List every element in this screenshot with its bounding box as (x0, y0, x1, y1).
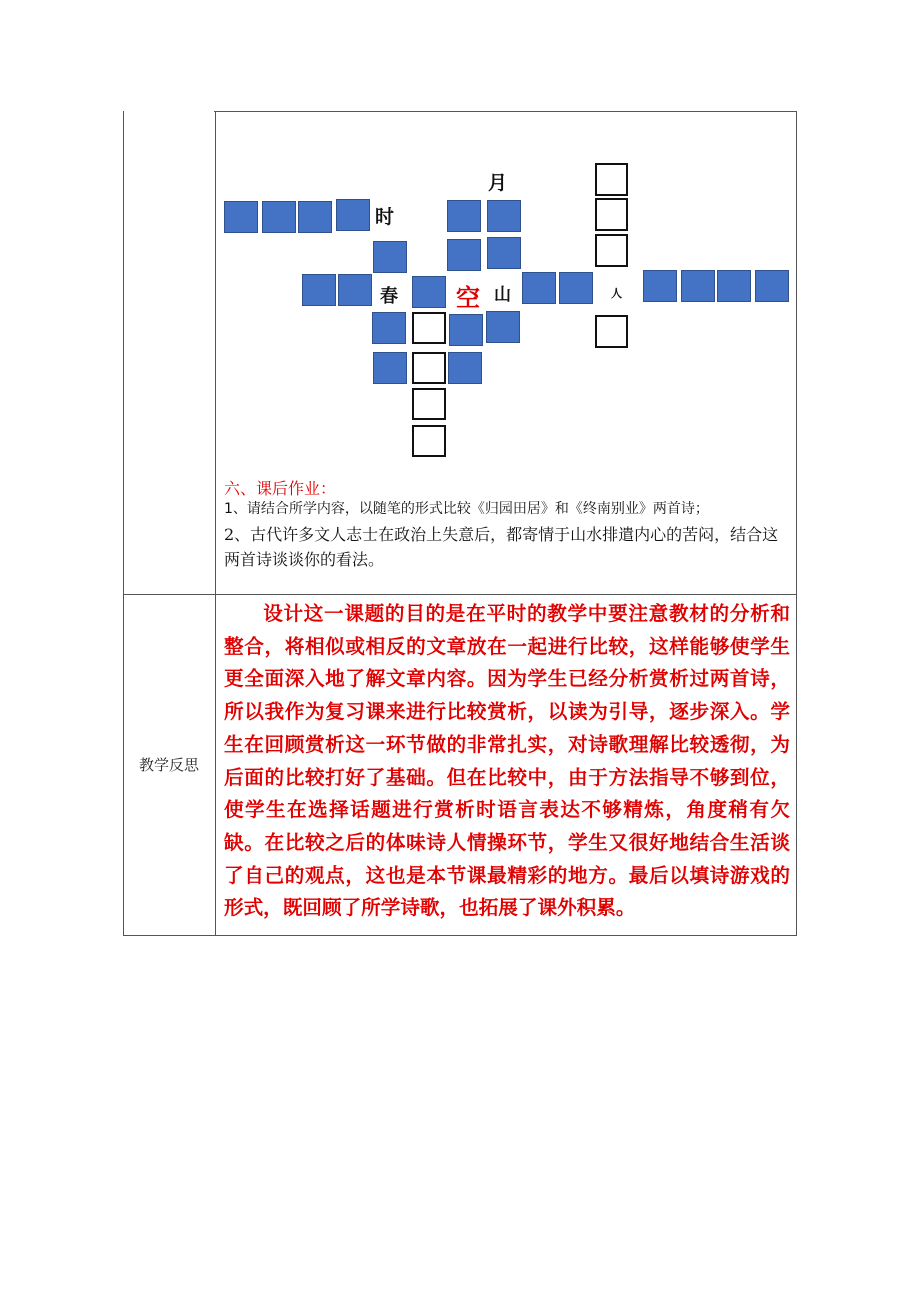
puzzle-empty-cell[interactable] (412, 352, 446, 384)
puzzle-cell (447, 239, 481, 271)
puzzle-char-kong: 空 (456, 283, 480, 312)
puzzle-cell (372, 312, 406, 344)
puzzle-cell (338, 274, 372, 306)
homework-title: 六、课后作业： (224, 479, 337, 498)
table-label-cell-top (123, 111, 216, 594)
puzzle-cell (448, 352, 482, 384)
homework-item-1: 1、请结合所学内容，以随笔的形式比较《归园田居》和《终南别业》两首诗； (224, 501, 709, 517)
puzzle-cell (298, 201, 332, 233)
homework-item-2: 2、古代许多文人志士在政治上失意后，都寄情于山水排遣内心的苦闷，结合这两首诗谈谈你的看法。 (224, 525, 779, 569)
puzzle-cell (755, 270, 789, 302)
puzzle-char-shan: 山 (494, 285, 511, 305)
puzzle-cell (373, 352, 407, 384)
puzzle-empty-cell[interactable] (595, 198, 628, 231)
reflection-label: 教学反思 (138, 756, 199, 774)
puzzle-cell (717, 270, 751, 302)
puzzle-cell (522, 272, 556, 304)
puzzle-empty-cell[interactable] (412, 425, 446, 457)
reflection-text: 设计这一课题的目的是在平时的教学中要注意教材的分析和整合，将相似或相反的文章放在一起进行比较，这样能够使学生更全面深入地了解文章内容。因为学生已经分析赏析过两首诗，所以我作为复习课来进行比较赏析，以读为引导，逐步深入。学生在回顾赏析这一环节做的非常扎实，对诗歌理解比较透彻，为后面的比较打好了基础。但在比较中，由于方法指导不够到位，使学生在选择话题进行赏析时语言表达不够精炼，角度稍有欠缺。在比较之后的体味诗人情操环节，学生又很好地结合生活谈了自己的观点，这也是本节课最精彩的地方。最后以填诗游戏的形式，既回顾了所学诗歌，也拓展了课外积累。 (224, 602, 790, 920)
puzzle-char-ren: 人 (611, 287, 622, 300)
puzzle-empty-cell[interactable] (595, 315, 628, 348)
puzzle-empty-cell[interactable] (412, 388, 446, 420)
puzzle-cell (336, 199, 370, 231)
puzzle-empty-cell[interactable] (412, 312, 446, 344)
puzzle-char-yue: 月 (488, 172, 508, 194)
puzzle-cell (224, 201, 258, 233)
puzzle-cell (449, 314, 483, 346)
puzzle-empty-cell[interactable] (595, 234, 628, 267)
puzzle-char-shi: 时 (375, 206, 395, 228)
puzzle-cell (447, 200, 481, 232)
puzzle-cell (487, 200, 521, 232)
puzzle-cell (681, 270, 715, 302)
puzzle-cell (487, 237, 521, 269)
puzzle-cell (643, 270, 677, 302)
puzzle-cell (373, 241, 407, 273)
puzzle-cell (302, 274, 336, 306)
puzzle-empty-cell[interactable] (595, 163, 628, 196)
puzzle-cell (486, 311, 520, 343)
puzzle-cell (412, 276, 446, 308)
puzzle-char-chun: 春 (380, 286, 398, 307)
puzzle-cell (559, 272, 593, 304)
puzzle-cell (262, 201, 296, 233)
